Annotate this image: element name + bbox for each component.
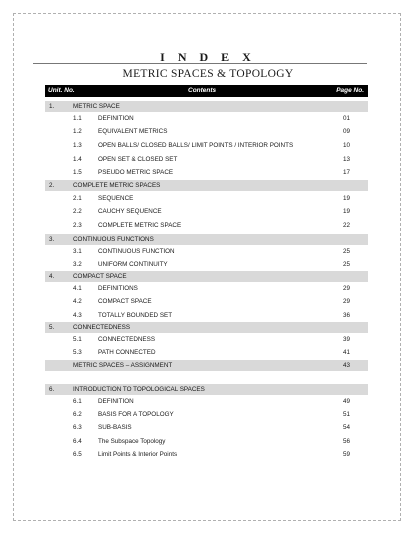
- assignment-row: [45, 360, 368, 371]
- entry-title: PSEUDO METRIC SPACE: [98, 169, 174, 176]
- entry-page: 39: [342, 336, 350, 343]
- entry-page: 19: [342, 208, 350, 215]
- entry-title: OPEN BALLS/ CLOSED BALLS/ LIMIT POINTS / INTERIOR POINTS: [98, 142, 294, 149]
- section-title: METRIC SPACE: [73, 103, 120, 110]
- entry-number: 1.5: [73, 169, 82, 176]
- entry-page: 09: [342, 128, 350, 135]
- entry-number: 5.3: [73, 349, 82, 356]
- toc-entry: [45, 113, 368, 124]
- section-number: 3.: [49, 236, 55, 243]
- entry-title: Limit Points & Interior Points: [98, 451, 178, 458]
- section-title: COMPLETE METRIC SPACES: [73, 182, 161, 189]
- entry-page: 54: [342, 424, 350, 431]
- entry-number: 6.3: [73, 424, 82, 431]
- section-title: INTRODUCTION TO TOPOLOGICAL SPACES: [73, 386, 205, 393]
- entry-title: SUB-BASIS: [98, 424, 132, 431]
- toc-entry: [45, 283, 368, 294]
- entry-page: 43: [342, 362, 350, 369]
- section-number: 1.: [49, 103, 55, 110]
- index-title: I N D E X: [160, 50, 256, 64]
- section-number: 4.: [49, 273, 55, 280]
- toc-entry: [45, 334, 368, 345]
- section-row: [45, 271, 368, 282]
- entry-page: 59: [342, 451, 350, 458]
- entry-page: 41: [342, 349, 350, 356]
- section-number: 5.: [49, 324, 55, 331]
- toc-entry: [45, 167, 368, 178]
- entry-page: 10: [342, 142, 350, 149]
- entry-number: 3.2: [73, 261, 82, 268]
- section-row: [45, 322, 368, 333]
- entry-title: EQUIVALENT METRICS: [98, 128, 168, 135]
- entry-title: DEFINITIONS: [98, 285, 138, 292]
- entry-title: The Subspace Topology: [98, 438, 166, 445]
- entry-page: 49: [342, 398, 350, 405]
- entry-page: 01: [342, 115, 350, 122]
- toc-entry: [45, 140, 368, 151]
- toc-entry: [45, 296, 368, 307]
- entry-title: DEFINITION: [98, 398, 134, 405]
- entry-page: 17: [342, 169, 350, 176]
- section-title: CONTINUOUS FUNCTIONS: [73, 236, 154, 243]
- toc-entry: [45, 396, 368, 407]
- entry-number: 6.1: [73, 398, 82, 405]
- entry-number: 3.1: [73, 248, 82, 255]
- toc-entry: [45, 347, 368, 358]
- entry-page: 36: [342, 312, 350, 319]
- section-row: [45, 384, 368, 395]
- toc-entry: [45, 409, 368, 420]
- entry-title: CONNECTEDNESS: [98, 336, 156, 343]
- entry-page: 29: [342, 298, 350, 305]
- header-unit-no: Unit. No.: [48, 87, 75, 94]
- entry-title: TOTALLY BOUNDED SET: [98, 312, 173, 319]
- toc-entry: [45, 259, 368, 270]
- entry-page: 22: [342, 222, 350, 229]
- entry-title: UNIFORM CONTINUITY: [98, 261, 168, 268]
- entry-number: 1.3: [73, 142, 82, 149]
- entry-page: 25: [342, 261, 350, 268]
- section-number: 6.: [49, 386, 55, 393]
- toc-entry: [45, 220, 368, 231]
- entry-number: 4.2: [73, 298, 82, 305]
- toc-entry: [45, 422, 368, 433]
- entry-number: 1.4: [73, 156, 82, 163]
- entry-title: CAUCHY SEQUENCE: [98, 208, 162, 215]
- section-title: COMPACT SPACE: [73, 273, 127, 280]
- entry-number: 6.5: [73, 451, 82, 458]
- entry-number: 1.2: [73, 128, 82, 135]
- toc-entry: [45, 154, 368, 165]
- toc-entry: [45, 310, 368, 321]
- entry-number: 5.1: [73, 336, 82, 343]
- header-page-no: Page No.: [336, 87, 364, 94]
- document-subtitle: METRIC SPACES & TOPOLOGY: [122, 68, 294, 80]
- table-header: [45, 85, 368, 97]
- toc-entry: [45, 246, 368, 257]
- entry-number: 6.4: [73, 438, 82, 445]
- entry-title: DEFINITION: [98, 115, 134, 122]
- entry-title: PATH CONNECTED: [98, 349, 156, 356]
- entry-page: 29: [342, 285, 350, 292]
- entry-page: 56: [342, 438, 350, 445]
- section-row: [45, 180, 368, 191]
- entry-title: COMPLETE METRIC SPACE: [98, 222, 182, 229]
- entry-number: 2.1: [73, 195, 82, 202]
- entry-number: 4.1: [73, 285, 82, 292]
- header-contents: Contents: [188, 87, 217, 94]
- entry-number: 2.2: [73, 208, 82, 215]
- entry-title: BASIS FOR A TOPOLOGY: [98, 411, 174, 418]
- toc-entry: [45, 449, 368, 460]
- entry-title: COMPACT SPACE: [98, 298, 152, 305]
- entry-title: SEQUENCE: [98, 195, 134, 202]
- entry-number: 2.3: [73, 222, 82, 229]
- entry-number: 4.3: [73, 312, 82, 319]
- section-row: [45, 101, 368, 112]
- entry-page: 19: [342, 195, 350, 202]
- entry-title: OPEN SET & CLOSED SET: [98, 156, 178, 163]
- section-number: 2.: [49, 182, 55, 189]
- title-divider: [33, 63, 367, 64]
- toc-entry: [45, 206, 368, 217]
- entry-number: 6.2: [73, 411, 82, 418]
- entry-page: 25: [342, 248, 350, 255]
- section-title: CONNECTEDNESS: [73, 324, 131, 331]
- entry-title: CONTINUOUS FUNCTION: [98, 248, 175, 255]
- entry-page: 13: [342, 156, 350, 163]
- toc-entry: [45, 193, 368, 204]
- toc-entry: [45, 436, 368, 447]
- entry-page: 51: [342, 411, 350, 418]
- section-title: METRIC SPACES – ASSIGNMENT: [73, 362, 173, 369]
- entry-number: 1.1: [73, 115, 82, 122]
- section-row: [45, 234, 368, 245]
- toc-entry: [45, 126, 368, 137]
